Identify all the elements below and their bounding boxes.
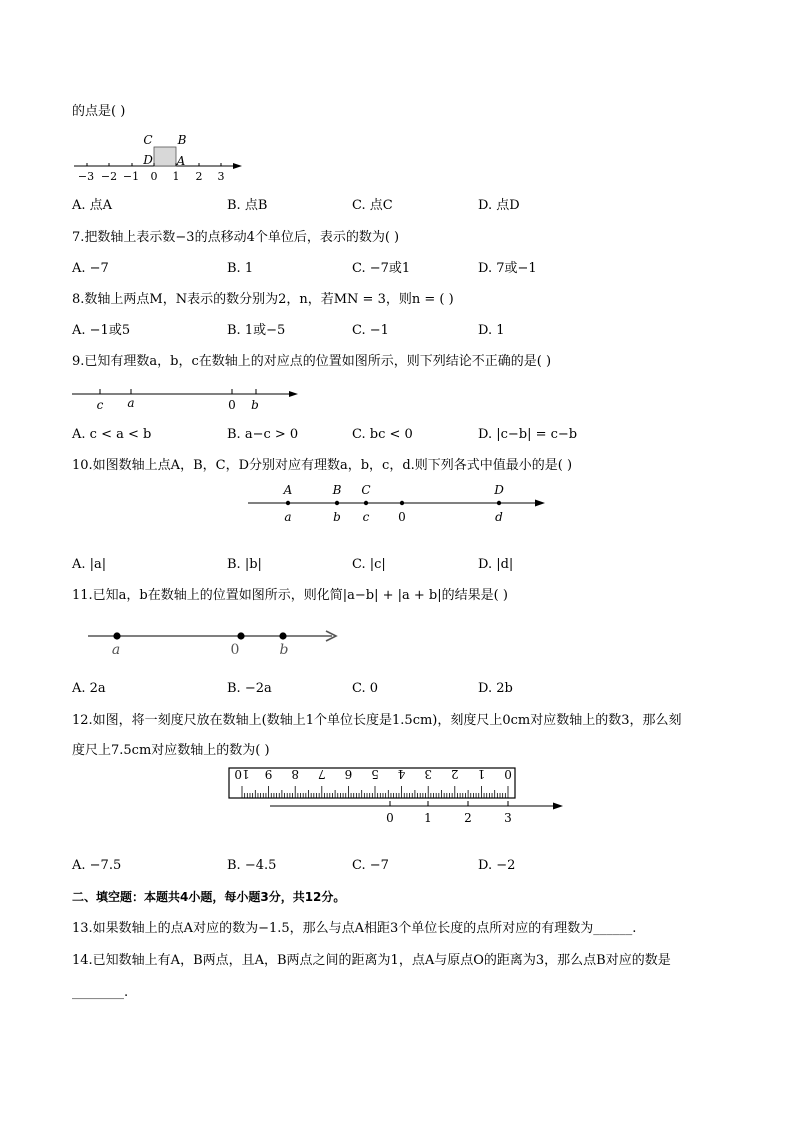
q6-tick-label: 0 [150,170,158,183]
q10-option-d[interactable]: D. |d| [478,557,514,572]
q11-label-zero: 0 [230,642,240,658]
q10-option-b[interactable]: B. |b| [227,557,262,572]
q6-stem: 的点是( ) [72,104,126,119]
q14-stem-line1: 14.已知数轴上有A，B两点，且A，B两点之间的距离为1，点A与原点O的距离为3，那么点B对应的数是 [72,953,671,968]
q11-option-a[interactable]: A. 2a [72,681,106,696]
ruler-number: 5 [371,767,379,781]
q12-option-b[interactable]: B. −4.5 [227,858,277,873]
ruler-number: 2 [450,767,459,781]
q10-label-a: a [284,510,292,524]
q12-ruler-number-line-figure [226,766,570,828]
q10-label-d: d [495,510,503,524]
q10-option-a[interactable]: A. |a| [72,557,107,572]
q11-stem: 11.已知a，b在数轴上的位置如图所示，则化简|a−b| + |a + b|的结果是( ) [72,588,508,603]
q6-tick-label: 1 [172,170,180,183]
q9-option-c[interactable]: C. bc < 0 [352,427,413,442]
q12-option-d[interactable]: D. −2 [478,858,516,873]
q6-tick-label: −3 [77,170,95,183]
ruler-number: 9 [264,767,273,781]
q10-label-A: A [283,483,293,497]
q8-option-b[interactable]: B. 1或−5 [227,323,286,338]
q9-label-b: b [251,398,259,412]
q6-tick-label: −1 [122,170,140,183]
q7-option-d[interactable]: D. 7或−1 [478,261,537,276]
q6-option-b[interactable]: B. 点B [227,198,268,213]
q7-option-b[interactable]: B. 1 [227,261,254,276]
q6-label-b: B [177,133,187,147]
q10-stem: 10.如图数轴上点A，B，C，D分别对应有理数a，b，c，d.则下列各式中值最小的是( ) [72,458,573,473]
q6-label-a: A [176,154,186,168]
ruler-number: 10 [234,767,250,781]
q6-label-d: D [143,153,153,167]
ruler-number: 6 [344,767,353,781]
q8-option-c[interactable]: C. −1 [352,323,389,338]
q6-tick-label: 2 [195,170,203,183]
q9-option-d[interactable]: D. |c−b| = c−b [478,427,578,442]
q8-stem: 8.数轴上两点M，N表示的数分别为2，n，若MN = 3，则n = ( ) [72,292,454,307]
q9-number-line-figure [70,384,302,414]
q10-number-line-figure [246,480,548,526]
q8-option-d[interactable]: D. 1 [478,323,505,338]
ruler-number: 3 [424,767,433,781]
q9-label-a: a [127,396,135,410]
q12-axis-tick-label: 3 [504,811,512,825]
q12-option-c[interactable]: C. −7 [352,858,389,873]
q13-stem: 13.如果数轴上的点A对应的数为−1.5，那么与点A相距3个单位长度的点所对应的有理数为______. [72,921,637,936]
q6-option-a[interactable]: A. 点A [72,198,113,213]
ruler-number: 8 [291,767,300,781]
q14-answer-blank[interactable]: ________. [72,985,129,1000]
q10-label-D: D [494,483,504,497]
q10-label-c: c [362,510,370,524]
q12-axis-tick-label: 2 [464,811,472,825]
q6-label-c: C [143,133,153,147]
q11-option-d[interactable]: D. 2b [478,681,513,696]
q7-option-a[interactable]: A. −7 [72,261,109,276]
q12-axis-tick-label: 0 [386,811,394,825]
q11-option-c[interactable]: C. 0 [352,681,379,696]
q6-tick-label: −2 [100,170,118,183]
q6-tick-label: 3 [217,170,225,183]
q11-option-b[interactable]: B. −2a [227,681,272,696]
q11-number-line-figure [86,624,342,660]
q9-option-a[interactable]: A. c < a < b [72,427,152,442]
q8-option-a[interactable]: A. −1或5 [72,323,131,338]
q10-label-C: C [361,483,371,497]
q11-label-a: a [111,642,121,658]
q12-stem-line2: 度尺上7.5cm对应数轴上的数为( ) [72,743,270,758]
q12-stem-line1: 12.如图，将一刻度尺放在数轴上(数轴上1个单位长度是1.5cm)，刻度尺上0cm对应数轴上的数3，那么刻 [72,713,682,728]
q10-label-B: B [332,483,342,497]
q10-label-zero: 0 [398,510,406,524]
ruler-number: 7 [317,767,326,781]
q9-stem: 9.已知有理数a，b，c在数轴上的对应点的位置如图所示，则下列结论不正确的是( ) [72,354,552,369]
q9-label-zero: 0 [228,398,236,412]
q6-option-d[interactable]: D. 点D [478,198,520,213]
q11-label-b: b [279,642,289,658]
q6-option-c[interactable]: C. 点C [352,198,393,213]
q6-number-line-figure [70,130,250,188]
q12-option-a[interactable]: A. −7.5 [72,858,122,873]
q9-label-c: c [96,398,104,412]
q7-option-c[interactable]: C. −7或1 [352,261,411,276]
q9-option-b[interactable]: B. a−c > 0 [227,427,299,442]
q12-axis-tick-label: 1 [424,811,432,825]
ruler-number: 0 [504,767,512,781]
section-fill-in-heading: 二、填空题：本题共4小题，每小题3分，共12分。 [72,890,346,904]
q10-label-b: b [333,510,341,524]
ruler-number: 1 [477,767,486,781]
q7-stem: 7.把数轴上表示数−3的点移动4个单位后，表示的数为( ) [72,230,400,245]
q10-option-c[interactable]: C. |c| [352,557,386,572]
ruler-number: 4 [397,767,406,781]
